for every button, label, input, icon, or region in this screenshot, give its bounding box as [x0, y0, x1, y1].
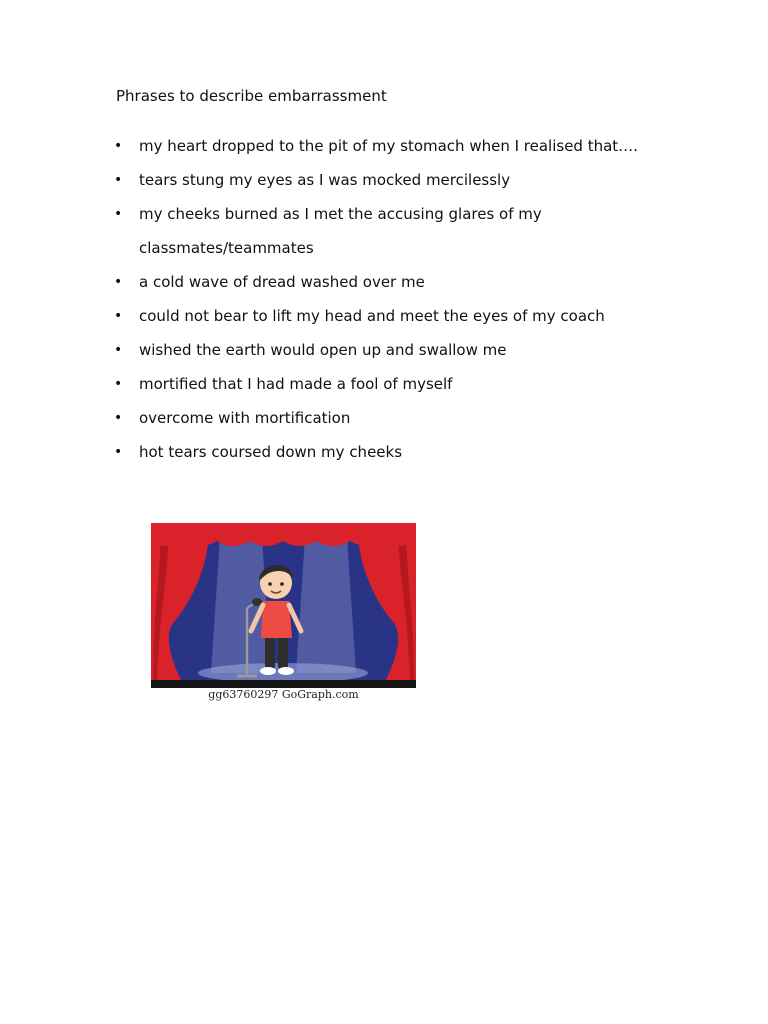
list-item-text: classmates/teammates: [139, 239, 314, 257]
list-item-text: tears stung my eyes as I was mocked mercilessly: [139, 171, 511, 189]
bullet: •: [114, 376, 123, 392]
list-item-text: mortified that I had made a fool of myself: [139, 375, 453, 393]
list-item: [114, 340, 507, 360]
bullet: •: [114, 138, 123, 154]
boy-shoe-left: [260, 667, 276, 675]
bullet: •: [114, 308, 123, 324]
stage-illustration: [151, 523, 416, 688]
list-item: [114, 170, 511, 190]
boy-eye-right: [280, 582, 284, 586]
boy-leg-left: [265, 635, 275, 669]
bullet: •: [114, 274, 123, 290]
bullet: •: [114, 410, 123, 426]
spotlight-beam-right: [296, 523, 356, 673]
list-item-text: could not bear to lift my head and meet the eyes of my coach: [139, 307, 605, 325]
stage-floor: [151, 680, 416, 688]
stage-illustration-drawing: [151, 523, 416, 688]
list-item-text: my cheeks burned as I met the accusing glares of my: [139, 205, 542, 223]
boy-shoe-right: [278, 667, 294, 675]
list-item-text: a cold wave of dread washed over me: [139, 273, 425, 291]
list-item: [114, 374, 453, 394]
list-item-text: hot tears coursed down my cheeks: [139, 443, 403, 461]
boy-eye-left: [268, 582, 272, 586]
list-item-continuation: [139, 238, 314, 258]
list-item: [114, 442, 403, 462]
list-item-text: my heart dropped to the pit of my stomach when I realised that….: [139, 137, 638, 155]
list-item-text: wished the earth would open up and swallow me: [139, 341, 507, 359]
bullet: •: [114, 172, 123, 188]
list-item: [114, 306, 605, 326]
list-item-text: overcome with mortification: [139, 409, 351, 427]
page-title: Phrases to describe embarrassment: [116, 87, 387, 105]
list-item: [114, 136, 638, 156]
list-item: [114, 204, 542, 224]
bullet: •: [114, 206, 123, 222]
boy-leg-right: [278, 635, 288, 669]
bullet: •: [114, 342, 123, 358]
image-watermark: gg63760297 GoGraph.com: [208, 688, 359, 701]
bullet: •: [114, 444, 123, 460]
list-item: [114, 272, 425, 292]
list-item: [114, 408, 351, 428]
